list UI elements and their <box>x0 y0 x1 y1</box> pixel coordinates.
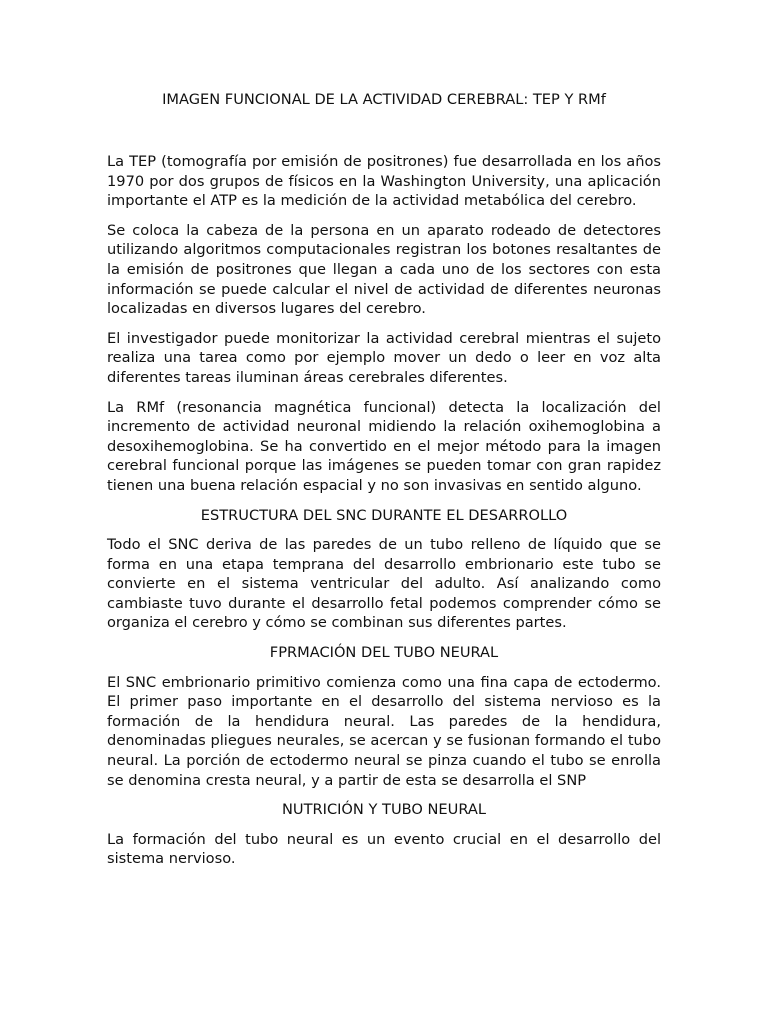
paragraph-tep-intro: La TEP (tomografía por emisión de positrones) fue desarrollada en los años 1970 por dos grupos de físicos en la Washington University, una aplicación importante el ATP es la medición de la actividad metabólica del cerebro. <box>107 153 661 210</box>
section-heading-neural-tube-formation: FPRMACIÓN DEL TUBO NEURAL <box>269 644 499 662</box>
paragraph-rmf: La RMf (resonancia magnética funcional) detecta la localización del incremento de actividad neuronal midiendo la relación oxihemoglobina a desoxihemoglobina. Se ha convertido en el mejor método para la imagen cerebral funcional porque las imágenes se pueden tomar con gran rapidez tienen una buena relación espacial y no son invasivas en sentido alguno. <box>107 398 661 494</box>
paragraph-monitoring: El investigador puede monitorizar la actividad cerebral mientras el sujeto realiza una tarea como por ejemplo mover un dedo o leer en voz alta diferentes tareas iluminan áreas cerebrales diferentes. <box>107 329 661 386</box>
paragraph-nutrition-neural-tube: La formación del tubo neural es un evento crucial en el desarrollo del sistema nervioso. <box>107 830 661 868</box>
section-heading-snc-development: ESTRUCTURA DEL SNC DURANTE EL DESARROLLO <box>200 506 568 524</box>
paragraph-tep-method: Se coloca la cabeza de la persona en un aparato rodeado de detectores utilizando algoritmos computacionales registran los botones resaltantes de la emisión de positrones que llegan a cada uno de los sectores con esta información se puede calcular el nivel de actividad de diferentes neuronas localizadas en diversos lugares del cerebro. <box>107 221 661 318</box>
document-title: IMAGEN FUNCIONAL DE LA ACTIVIDAD CEREBRAL: TEP Y RMf <box>162 91 606 108</box>
paragraph-neural-tube-formation: El SNC embrionario primitivo comienza como una fina capa de ectodermo. El primer paso importante en el desarrollo del sistema nervioso es la formación de la hendidura neural. Las paredes de la hendidura, denominadas pliegues neurales, se acercan y se fusionan formando el tubo neural. La porción de ectodermo neural se pinza cuando el tubo se enrolla se denomina cresta neural, y a partir de esta se desarrolla el SNP <box>107 673 661 789</box>
paragraph-snc-development: Todo el SNC deriva de las paredes de un tubo relleno de líquido que se forma en una etapa temprana del desarrollo embrionario este tubo se convierte en el sistema ventricular del adulto. Así analizando como cambiaste tuvo durante el desarrollo fetal podemos comprender cómo se organiza el cerebro y cómo se combinan sus diferentes partes. <box>107 536 661 632</box>
section-heading-nutrition-neural-tube: NUTRICIÓN Y TUBO NEURAL <box>281 801 486 819</box>
